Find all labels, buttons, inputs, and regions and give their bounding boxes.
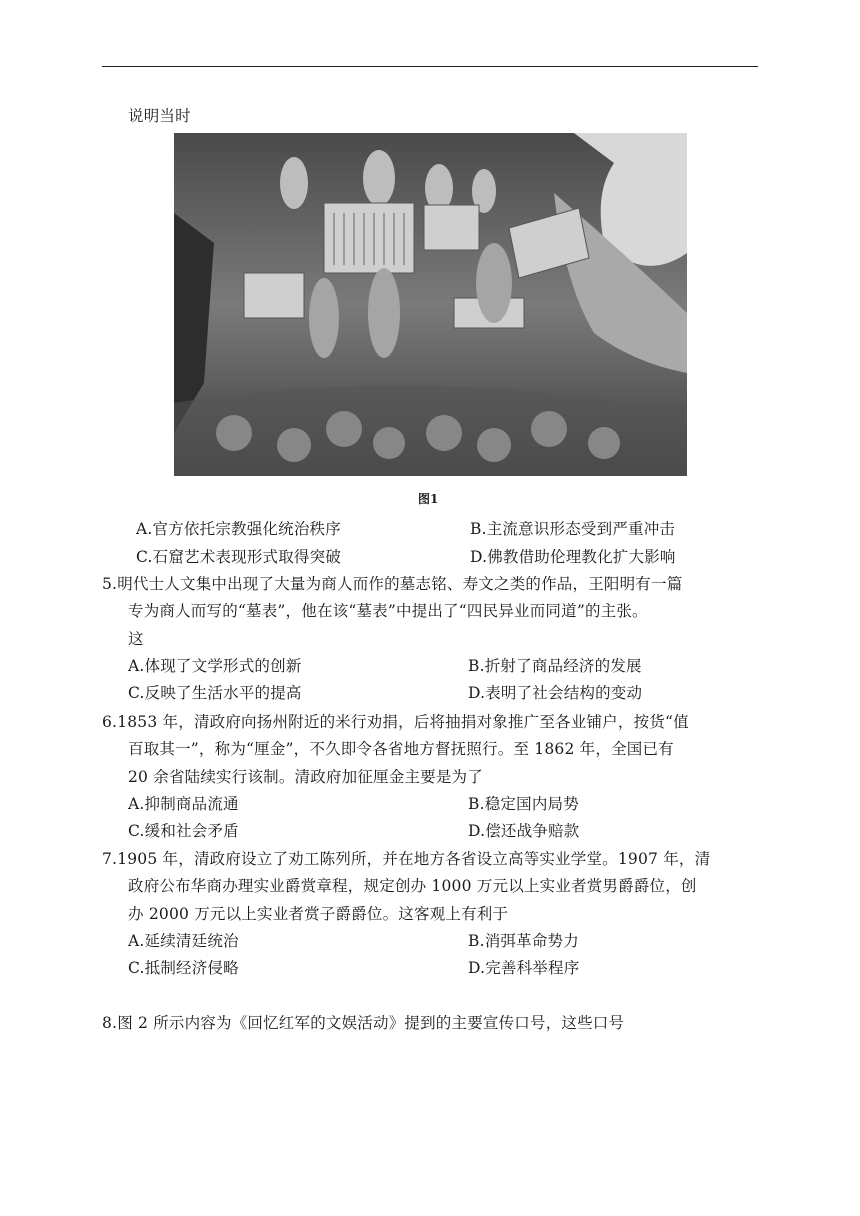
q5-stem-line-1: 5.明代士人文集中出现了大量为商人而作的墓志铭、寿文之类的作品，王阳明有一篇 [102, 575, 683, 593]
q7-stem-line-3: 办 2000 万元以上实业者赏子爵爵位。这客观上有利于 [128, 905, 509, 923]
q7-option-c: C.抵制经济侵略 [128, 959, 239, 977]
q7-stem-line-1: 7.1905 年，清政府设立了劝工陈列所，并在地方各省设立高等实业学堂。1907 年，清 [102, 850, 711, 868]
q7-option-d: D.完善科举程序 [468, 959, 580, 977]
q6-stem-line-3: 20 余省陆续实行该制。清政府加征厘金主要是为了 [128, 768, 483, 786]
q5-option-b: B.折射了商品经济的发展 [468, 657, 642, 675]
q6-stem-line-2: 百取其一”，称为“厘金”，不久即令各省地方督抚照行。至 1862 年，全国已有 [128, 740, 674, 758]
q5-stem-line-2: 专为商人而写的“墓表”，他在该“墓表”中提出了“四民异业而同道”的主张。 [128, 602, 648, 620]
intro-fragment: 说明当时 [128, 107, 191, 125]
q5-stem-line-3: 这 [128, 630, 144, 648]
q4-option-d: D.佛教借助伦理教化扩大影响 [470, 548, 676, 566]
q7-stem-line-2: 政府公布华商办理实业爵赏章程，规定创办 1000 万元以上实业者赏男爵爵位，创 [128, 877, 697, 895]
q6-option-c: C.缓和社会矛盾 [128, 822, 239, 840]
q4-option-a: A.官方依托宗教强化统治秩序 [136, 520, 341, 538]
q6-stem-line-1: 6.1853 年，清政府向扬州附近的米行劝捐，后将抽捐对象推广至各业铺户，按货“值 [102, 713, 689, 731]
q5-option-c: C.反映了生活水平的提高 [128, 684, 302, 702]
figure-1-photo [174, 133, 687, 476]
figure-1-caption: 图1 [418, 492, 439, 506]
q5-option-a: A.体现了文学形式的创新 [128, 657, 302, 675]
q6-option-a: A.抑制商品流通 [128, 795, 239, 813]
q5-option-d: D.表明了社会结构的变动 [468, 684, 643, 702]
q7-option-a: A.延续清廷统治 [128, 932, 239, 950]
q4-option-c: C.石窟艺术表现形式取得突破 [136, 548, 342, 566]
q7-option-b: B.消弭革命势力 [468, 932, 579, 950]
q6-option-d: D.偿还战争赔款 [468, 822, 580, 840]
header-rule [102, 66, 758, 67]
q6-option-b: B.稳定国内局势 [468, 795, 579, 813]
q8-stem-line-1: 8.图 2 所示内容为《回忆红军的文娱活动》提到的主要宣传口号，这些口号 [102, 1014, 625, 1032]
q4-option-b: B.主流意识形态受到严重冲击 [470, 520, 676, 538]
